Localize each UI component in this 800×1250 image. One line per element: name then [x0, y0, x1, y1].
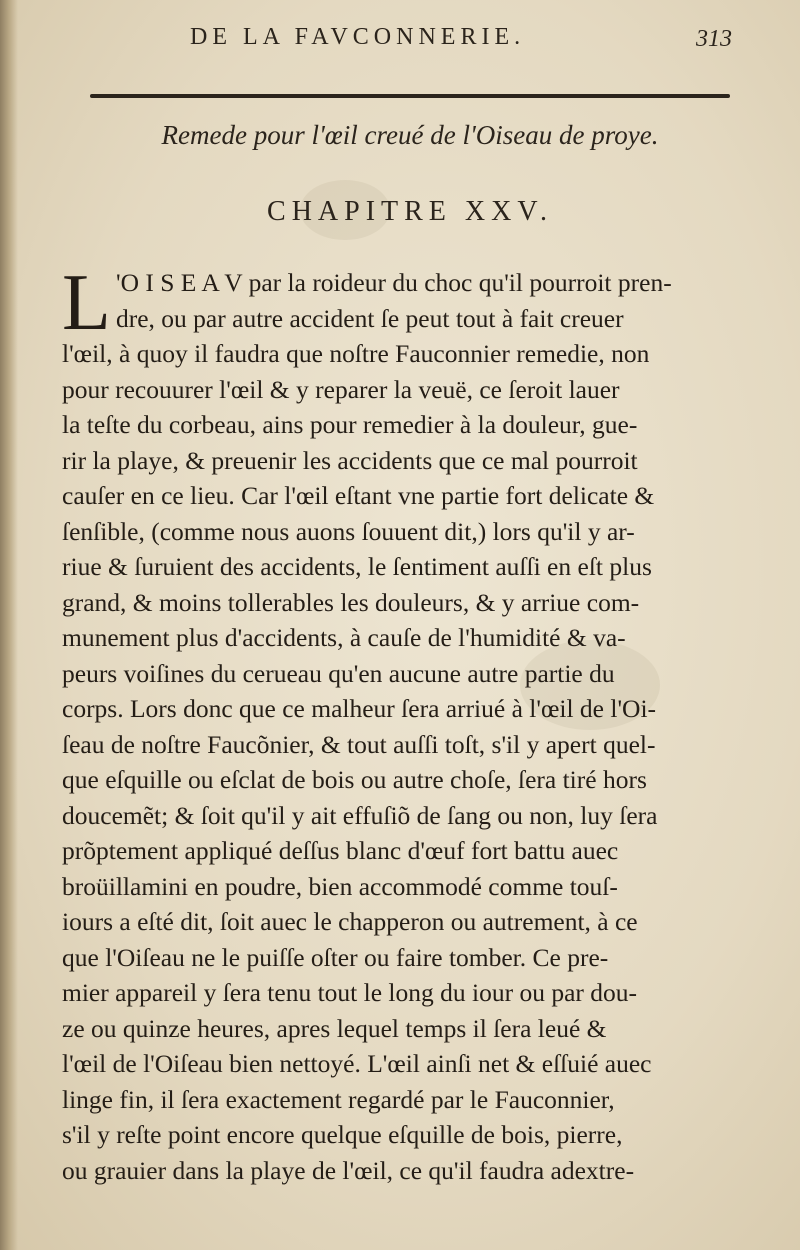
- text-line: rir la playe, & preuenir les accidents que ce mal pourroit: [62, 445, 638, 475]
- text-line: s'il y reſte point encore quelque eſquille de bois, pierre,: [62, 1120, 623, 1149]
- text-line: munement plus d'accidents, à cauſe de l'humidité & va-: [62, 623, 626, 652]
- chapter-heading: CHAPITRE XXV.: [267, 196, 553, 227]
- text-line: linge fin, il ſera exactement regardé par le Fauconnier,: [62, 1084, 615, 1114]
- header-rule: [90, 94, 730, 98]
- text-line: prõptement appliqué deſſus blanc d'œuf fort battu auec: [62, 836, 619, 865]
- text-line: iours a eſté dit, ſoit auec le chapperon ou autrement, à ce: [62, 907, 638, 936]
- text-line: broüillamini en poudre, bien accommodé comme touſ-: [62, 871, 618, 901]
- text-line: ſeau de noſtre Faucõnier, & tout auſſi toſt, s'il y apert quel-: [62, 729, 656, 759]
- text-line: ou grauier dans la playe de l'œil, ce qu'il faudra adextre-: [62, 1155, 635, 1185]
- text-line: l'œil de l'Oiſeau bien nettoyé. L'œil ainſi net & eſſuié auec: [62, 1049, 652, 1078]
- running-title: DE LA FAVCONNERIE.: [190, 24, 526, 50]
- text-line: la teſte du corbeau, ains pour remedier à la douleur, gue-: [62, 410, 638, 439]
- text-line: peurs voiſines du cerueau qu'en aucune autre partie du: [62, 658, 615, 688]
- text-line: ze ou quinze heures, apres lequel temps il ſera leué &: [62, 1013, 607, 1043]
- text-line: pour recouurer l'œil & y reparer la veuë, ce ſeroit lauer: [62, 374, 620, 404]
- page-number: 313: [696, 26, 732, 52]
- page-header: [60, 18, 760, 68]
- text-line: doucemẽt; & ſoit qu'il y ait effuſiõ de ſang ou non, luy ſera: [62, 800, 658, 830]
- text-line: dre, ou par autre accident ſe peut tout à fait creuer: [116, 303, 624, 333]
- text-line: grand, & moins tollerables les douleurs, & y arriue com-: [62, 587, 640, 617]
- text-line: mier appareil y ſera tenu tout le long du iour ou par dou-: [62, 978, 637, 1007]
- section-subtitle: Remede pour l'œil creué de l'Oiseau de proye.: [161, 120, 659, 150]
- binding-edge: [0, 0, 18, 1250]
- text-line: 'O I S E A V par la roideur du choc qu'il pourroit pren-: [116, 268, 672, 297]
- drop-cap: L: [62, 259, 111, 347]
- body-text: [62, 259, 742, 1188]
- text-line: que l'Oiſeau ne le puiſſe oſter ou faire tomber. Ce pre-: [62, 942, 609, 972]
- text-line: ſenſible, (comme nous auons ſouuent dit,) lors qu'il y ar-: [62, 516, 635, 546]
- text-line: riue & ſuruient des accidents, le ſentiment auſſi en eſt plus: [62, 552, 652, 581]
- text-line: corps. Lors donc que ce malheur ſera arriué à l'œil de l'Oi-: [62, 694, 657, 723]
- text-line: l'œil, à quoy il faudra que noſtre Fauconnier remedie, non: [62, 339, 650, 368]
- text-line: cauſer en ce lieu. Car l'œil eſtant vne partie fort delicate &: [62, 481, 655, 510]
- text-line: que eſquille ou eſclat de bois ou autre choſe, ſera tiré hors: [62, 765, 647, 794]
